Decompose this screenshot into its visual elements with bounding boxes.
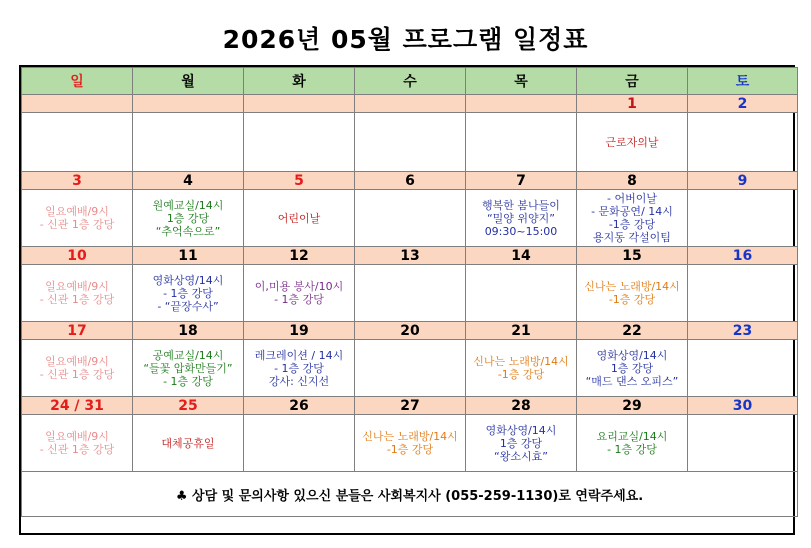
event-row: [22, 190, 798, 247]
event-cell: [577, 265, 688, 322]
date-row: [22, 247, 798, 265]
event-line: -1층 강당: [608, 218, 656, 231]
weekday-wed: 수: [355, 68, 466, 95]
event-line: 1층 강당: [166, 211, 210, 225]
event-cell: [22, 265, 133, 322]
event-cell: [688, 190, 798, 247]
date-cell: 10: [22, 247, 133, 265]
event-line: - 신관 1층 강당: [39, 293, 115, 306]
event-line: 요리교실/14시: [596, 430, 668, 443]
event-line: - 신관 1층 강당: [39, 218, 115, 231]
date-cell: [244, 95, 355, 113]
date-cell: 27: [355, 397, 466, 415]
event-row: [22, 340, 798, 397]
event-cell: [244, 190, 355, 247]
event-line: 대체공휴일: [161, 436, 215, 450]
event-row: [22, 113, 798, 172]
event-cell: [466, 190, 577, 247]
event-cell: [577, 190, 688, 247]
weekday-header-row: [22, 68, 798, 95]
date-cell: 14: [466, 247, 577, 265]
event-line: “밀양 위양지”: [486, 211, 556, 225]
date-cell: 11: [133, 247, 244, 265]
date-cell: 20: [355, 322, 466, 340]
event-line: -1층 강당: [608, 293, 656, 306]
event-line: 행복한 봄나들이: [482, 198, 560, 212]
event-cell: [466, 415, 577, 472]
date-row: [22, 397, 798, 415]
date-cell: 28: [466, 397, 577, 415]
event-cell: [355, 265, 466, 322]
event-cell: [133, 113, 244, 172]
date-cell: 30: [688, 397, 798, 415]
event-line: 레크레이션 / 14시: [254, 348, 344, 362]
date-cell: 18: [133, 322, 244, 340]
event-line: -1층 강당: [497, 368, 545, 381]
date-cell: 29: [577, 397, 688, 415]
date-cell: 22: [577, 322, 688, 340]
date-cell: [22, 95, 133, 113]
date-cell: 12: [244, 247, 355, 265]
event-line: 어린이날: [277, 211, 321, 225]
date-cell: 21: [466, 322, 577, 340]
event-line: - “끝장수사”: [157, 299, 219, 313]
event-cell: [133, 415, 244, 472]
event-line: - 1층 강당: [163, 374, 213, 388]
event-line: - 1층 강당: [274, 361, 324, 375]
event-cell: [466, 113, 577, 172]
event-cell: [133, 190, 244, 247]
event-cell: [355, 415, 466, 472]
weekday-fri: 금: [577, 68, 688, 95]
date-cell: 1: [577, 95, 688, 113]
date-cell: 23: [688, 322, 798, 340]
event-line: - 1층 강당: [274, 293, 324, 306]
event-cell: [688, 340, 798, 397]
event-line: 일요예배/9시: [45, 355, 109, 368]
date-cell: 17: [22, 322, 133, 340]
event-cell: [22, 190, 133, 247]
date-cell: 25: [133, 397, 244, 415]
weekday-sat: 토: [688, 68, 798, 95]
event-cell: [244, 340, 355, 397]
event-cell: [466, 265, 577, 322]
event-line: - 신관 1층 강당: [39, 368, 115, 381]
event-line: 1층 강당: [610, 361, 654, 375]
event-cell: [577, 415, 688, 472]
date-cell: [355, 95, 466, 113]
event-line: 일요예배/9시: [45, 205, 109, 218]
date-row: [22, 95, 798, 113]
footer-notice: ♣ 상담 및 문의사항 있으신 분들은 사회복지사 (055-259-1130)로 연락주세요.: [22, 472, 798, 517]
event-line: “매드 댄스 오피스”: [585, 374, 679, 388]
date-row: [22, 322, 798, 340]
date-row: [22, 172, 798, 190]
date-cell: [466, 95, 577, 113]
event-cell: [22, 113, 133, 172]
page-title: 2026년 05월 프로그램 일정표: [222, 25, 589, 54]
event-cell: [244, 113, 355, 172]
event-line: “들꽃 압화만들기”: [143, 361, 233, 375]
event-line: 공예교실/14시: [152, 348, 224, 362]
event-line: 09:30~15:00: [484, 224, 558, 238]
date-cell: 19: [244, 322, 355, 340]
event-line: - 1층 강당: [607, 443, 657, 456]
event-cell: [688, 265, 798, 322]
weekday-sun: 일: [22, 68, 133, 95]
event-cell: [466, 340, 577, 397]
weekday-thu: 목: [466, 68, 577, 95]
event-line: 원예교실/14시: [152, 198, 224, 212]
event-line: - 1층 강당: [163, 286, 213, 300]
date-cell: 7: [466, 172, 577, 190]
event-line: 용지동 각설이팀: [593, 231, 671, 244]
event-line: 강사: 신지선: [268, 374, 330, 388]
event-cell: [688, 113, 798, 172]
event-line: - 신관 1층 강당: [39, 443, 115, 456]
event-line: 영화상영/14시: [596, 348, 668, 362]
event-cell: [133, 265, 244, 322]
event-cell: [355, 113, 466, 172]
date-cell: 9: [688, 172, 798, 190]
event-cell: [244, 265, 355, 322]
event-cell: [244, 415, 355, 472]
date-cell: 6: [355, 172, 466, 190]
event-row: [22, 415, 798, 472]
date-cell: 15: [577, 247, 688, 265]
event-line: 이,미용 봉사/10시: [254, 280, 344, 293]
calendar: [19, 65, 795, 535]
event-line: - 문화공연/ 14시: [591, 205, 673, 218]
event-line: 근로자의날: [605, 135, 659, 149]
weekday-mon: 월: [133, 68, 244, 95]
event-line: 1층 강당: [499, 436, 543, 450]
date-cell: 5: [244, 172, 355, 190]
date-cell: 16: [688, 247, 798, 265]
date-cell: 13: [355, 247, 466, 265]
event-line: 신나는 노래방/14시: [584, 280, 680, 293]
event-line: 신나는 노래방/14시: [362, 430, 458, 443]
event-cell: [688, 415, 798, 472]
event-cell: [22, 415, 133, 472]
event-line: 영화상영/14시: [485, 423, 557, 437]
event-line: “왕소시효”: [494, 449, 548, 463]
weekday-tue: 화: [244, 68, 355, 95]
event-line: “추억속으로”: [155, 224, 221, 238]
event-line: 일요예배/9시: [45, 430, 109, 443]
calendar-table: [21, 67, 798, 517]
event-cell: [577, 340, 688, 397]
date-cell: 3: [22, 172, 133, 190]
date-cell: 24 / 31: [22, 397, 133, 415]
date-cell: 2: [688, 95, 798, 113]
event-cell: [133, 340, 244, 397]
event-cell: [355, 190, 466, 247]
event-line: -1층 강당: [386, 443, 434, 456]
event-line: - 어버이날: [607, 192, 657, 205]
date-cell: 8: [577, 172, 688, 190]
date-cell: 4: [133, 172, 244, 190]
date-cell: 26: [244, 397, 355, 415]
event-line: 영화상영/14시: [152, 273, 224, 287]
date-cell: [133, 95, 244, 113]
event-line: 일요예배/9시: [45, 280, 109, 293]
event-line: 신나는 노래방/14시: [473, 355, 569, 368]
event-row: [22, 265, 798, 322]
event-cell: [22, 340, 133, 397]
event-cell: [355, 340, 466, 397]
event-cell: [577, 113, 688, 172]
